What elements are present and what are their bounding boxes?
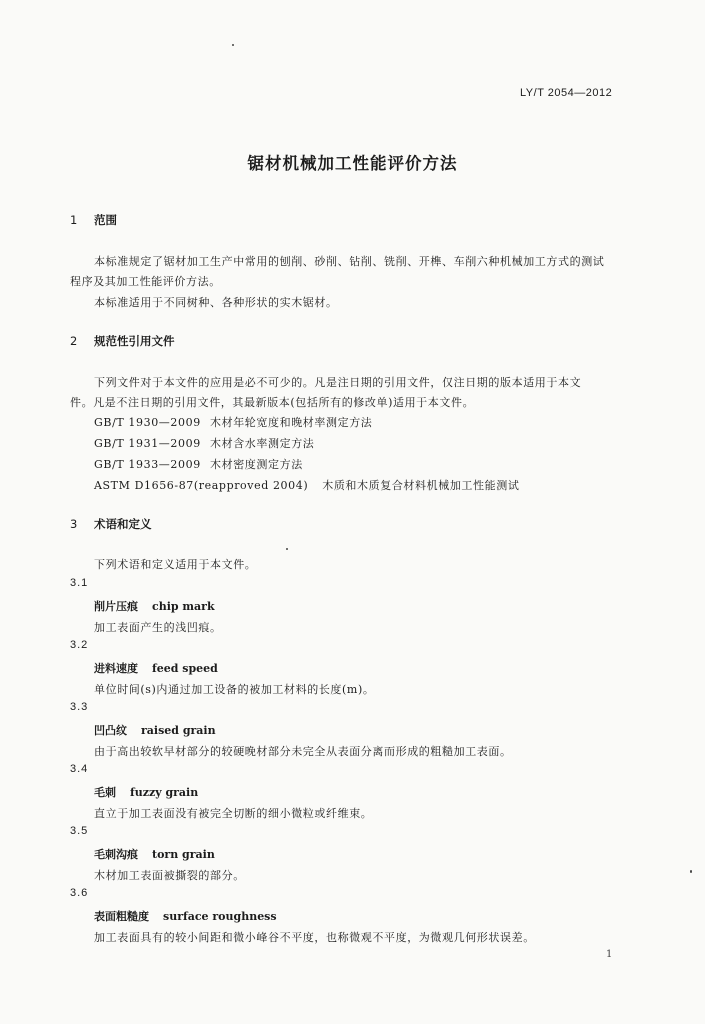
reference-item (94, 414, 372, 430)
scan-speck (286, 548, 288, 550)
reference-code: GB/T 1931—2009 (94, 437, 201, 450)
paragraph: 下列文件对于本文件的应用是必不可少的。凡是注日期的引用文件，仅注日期的版本适用于本文 (94, 376, 582, 389)
term-en: fuzzy grain (130, 786, 199, 799)
reference-code: GB/T 1933—2009 (94, 458, 201, 471)
reference-code: ASTM D1656-87(reapproved 2004) (94, 479, 309, 492)
paragraph: 本标准适用于不同树种、各种形状的实木锯材。 (94, 296, 338, 309)
section-title: 范围 (94, 213, 117, 227)
section-2-heading (70, 333, 175, 349)
reference-code: GB/T 1930—2009 (94, 416, 201, 429)
reference-title: 木材年轮宽度和晚材率测定方法 (210, 416, 373, 429)
reference-title: 木材含水率测定方法 (210, 437, 315, 450)
term-zh: 毛刺 (94, 786, 116, 799)
term-number: 3.2 (70, 639, 89, 651)
term-heading (94, 908, 277, 924)
paragraph: 本标准规定了锯材加工生产中常用的刨削、砂削、钻削、铣削、开榫、车削六种机械加工方式的测试 (94, 255, 605, 268)
term-definition: 直立于加工表面没有被完全切断的细小微粒或纤维束。 (94, 807, 373, 820)
term-en: raised grain (141, 724, 216, 737)
term-zh: 表面粗糙度 (94, 910, 149, 923)
section-title: 术语和定义 (94, 517, 152, 531)
paragraph: 下列术语和定义适用于本文件。 (94, 558, 257, 571)
term-number: 3.6 (70, 887, 89, 899)
paragraph: 件。凡是不注日期的引用文件，其最新版本(包括所有的修改单)适用于本文件。 (70, 396, 475, 409)
section-number: 3 (70, 517, 78, 531)
term-zh: 进料速度 (94, 662, 138, 675)
section-1-heading (70, 212, 117, 228)
term-number: 3.3 (70, 701, 89, 713)
section-3-heading (70, 516, 152, 532)
term-heading (94, 784, 198, 800)
term-definition: 由于高出较软早材部分的较硬晚材部分未完全从表面分离而形成的粗糙加工表面。 (94, 745, 512, 758)
document-title: 锯材机械加工性能评价方法 (247, 154, 458, 173)
scan-speck (232, 44, 234, 46)
term-zh: 削片压痕 (94, 600, 138, 613)
term-heading (94, 846, 215, 862)
page-number: 1 (606, 949, 613, 960)
term-zh: 毛刺沟痕 (94, 848, 138, 861)
term-heading (94, 660, 218, 676)
term-en: chip mark (152, 600, 215, 613)
term-number: 3.4 (70, 763, 89, 775)
term-zh: 凹凸纹 (94, 724, 127, 737)
term-definition: 木材加工表面被撕裂的部分。 (94, 869, 245, 882)
reference-title: 木质和木质复合材料机械加工性能测试 (322, 479, 520, 492)
term-en: torn grain (152, 848, 215, 861)
term-en: feed speed (152, 662, 218, 675)
reference-item (94, 477, 519, 493)
section-title: 规范性引用文件 (94, 334, 175, 348)
section-number: 1 (70, 213, 78, 227)
term-number: 3.5 (70, 825, 89, 837)
reference-title: 木材密度测定方法 (210, 458, 303, 471)
term-heading (94, 722, 216, 738)
term-heading (94, 598, 215, 614)
term-definition: 加工表面具有的较小间距和微小峰谷不平度，也称微观不平度，为微观几何形状误差。 (94, 931, 535, 944)
term-definition: 单位时间(s)内通过加工设备的被加工材料的长度(m)。 (94, 683, 375, 696)
term-number: 3.1 (70, 577, 89, 589)
term-en: surface roughness (163, 910, 277, 923)
standard-number: LY/T 2054—2012 (520, 87, 613, 99)
term-definition: 加工表面产生的浅凹痕。 (94, 621, 222, 634)
paragraph: 程序及其加工性能评价方法。 (70, 275, 221, 288)
scan-speck (690, 870, 692, 873)
reference-item (94, 435, 314, 451)
reference-item (94, 456, 303, 472)
section-number: 2 (70, 334, 78, 348)
